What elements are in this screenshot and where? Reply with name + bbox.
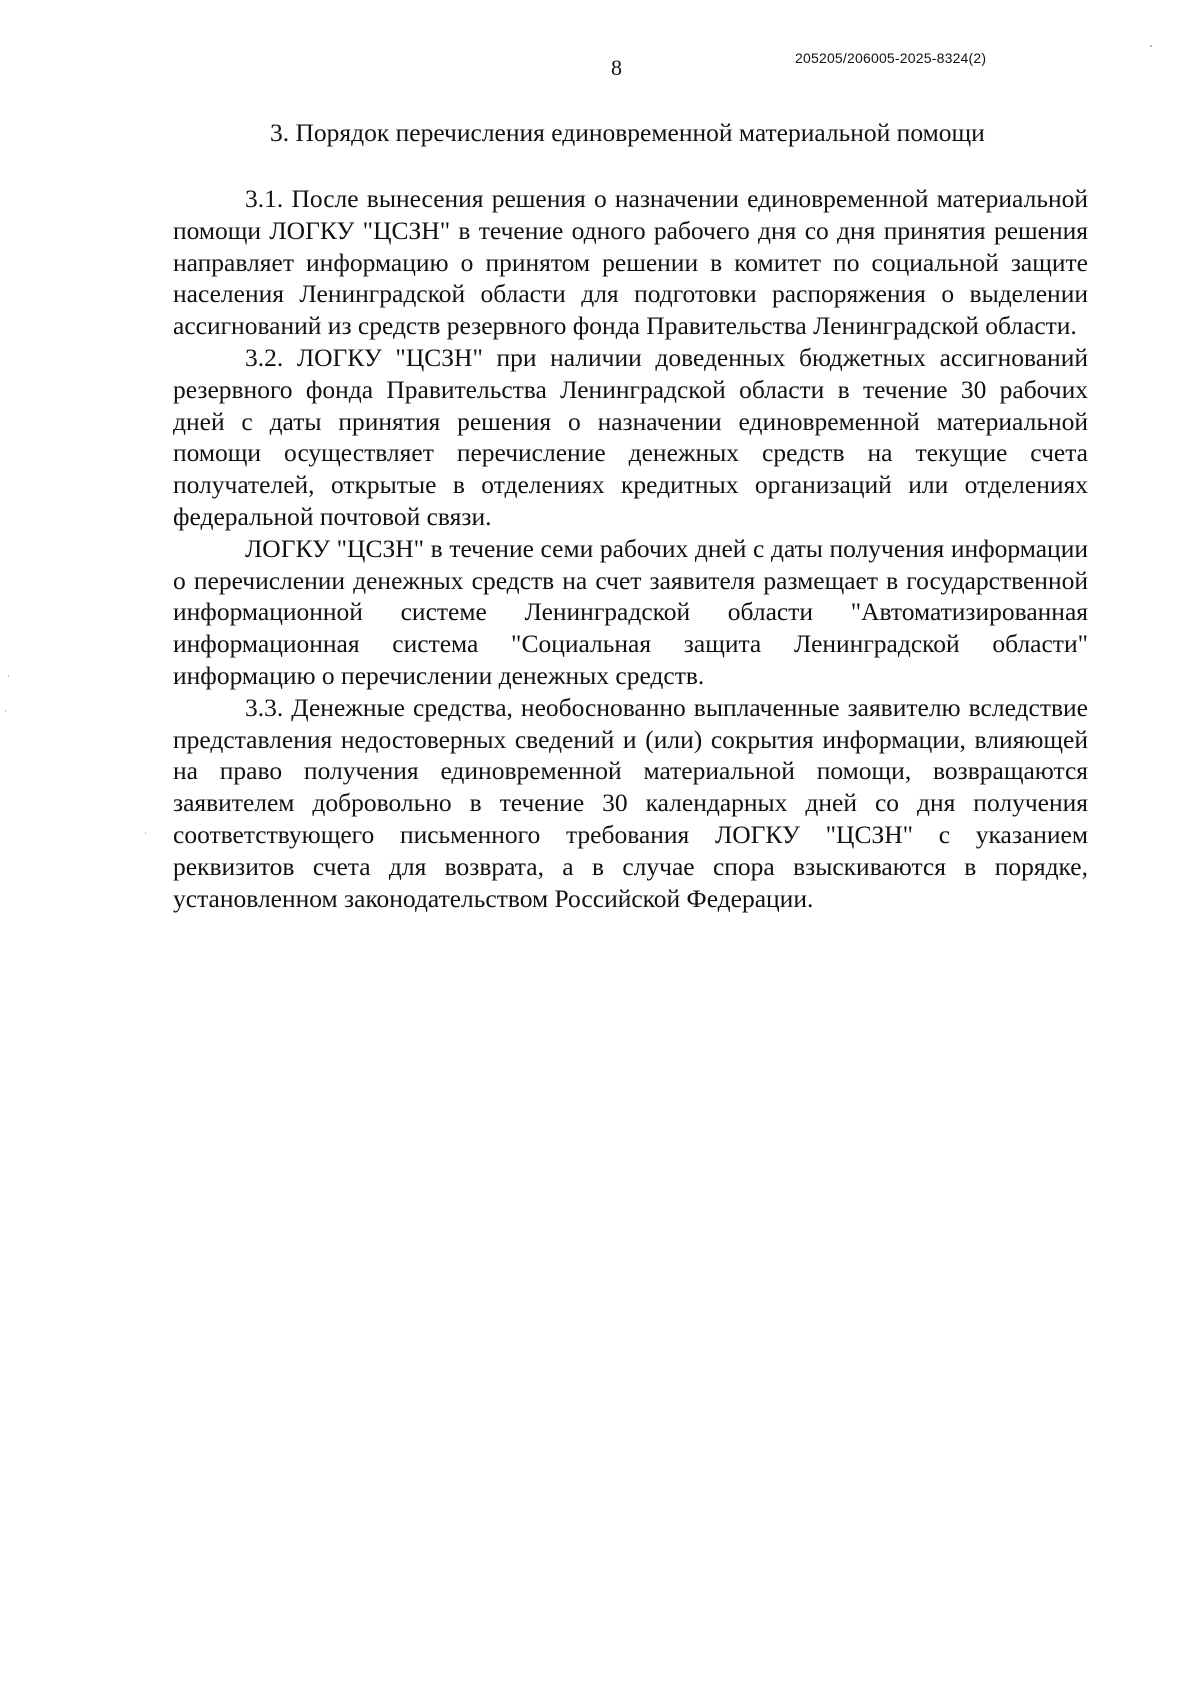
scan-mark-left-2 (5, 710, 6, 712)
document-id: 205205/206005-2025-8324(2) (795, 50, 987, 66)
page-number: 8 (611, 55, 622, 80)
scan-mark-left-3 (145, 832, 146, 834)
paragraph-3-2-continued: ЛОГКУ "ЦСЗН" в течение семи рабочих дней с даты получения информации о перечислении денежных средств на счет заявителя размещает в государственной информационной системе Ленинградской области "Автоматизированная информационная система "Социальная защита Ленинградской области" информацию о перечислении денежных средств. (173, 533, 1088, 690)
section-title: 3. Порядок перечисления единовременной материальной помощи (270, 118, 985, 147)
document-body (173, 183, 1088, 914)
paragraph-3-3: 3.3. Денежные средства, необоснованно выплаченные заявителю вследствие представления недостоверных сведений и (или) сокрытия информации, влияющей на право получения единовременной материальной помощи, возвращаются заявителем добровольно в течение 30 календарных дней со дня получения соответствующего письменного требования ЛОГКУ "ЦСЗН" с указанием реквизитов счета для возврата, а в случае спора взыскиваются в порядке, установленном законодательством Российской Федерации. (173, 692, 1088, 913)
paragraph-3-2: 3.2. ЛОГКУ "ЦСЗН" при наличии доведенных бюджетных ассигнований резервного фонда Правительства Ленинградской области в течение 30 рабочих дней с даты принятия решения о назначении единовременной материальной помощи осуществляет перечисление денежных средств на текущие счета получателей, открытые в отделениях кредитных организаций или отделениях федеральной почтовой связи. (173, 342, 1088, 531)
paragraph-3-1: 3.1. После вынесения решения о назначении единовременной материальной помощи ЛОГКУ "ЦСЗН" в течение одного рабочего дня со дня принятия решения направляет информацию о принятом решении в комитет по социальной защите населения Ленинградской области для подготовки распоряжения о выделении ассигнований из средств резервного фонда Правительства Ленинградской области. (173, 184, 1088, 341)
scan-mark-top-right (1150, 45, 1152, 47)
scan-mark-left-1 (8, 675, 9, 677)
